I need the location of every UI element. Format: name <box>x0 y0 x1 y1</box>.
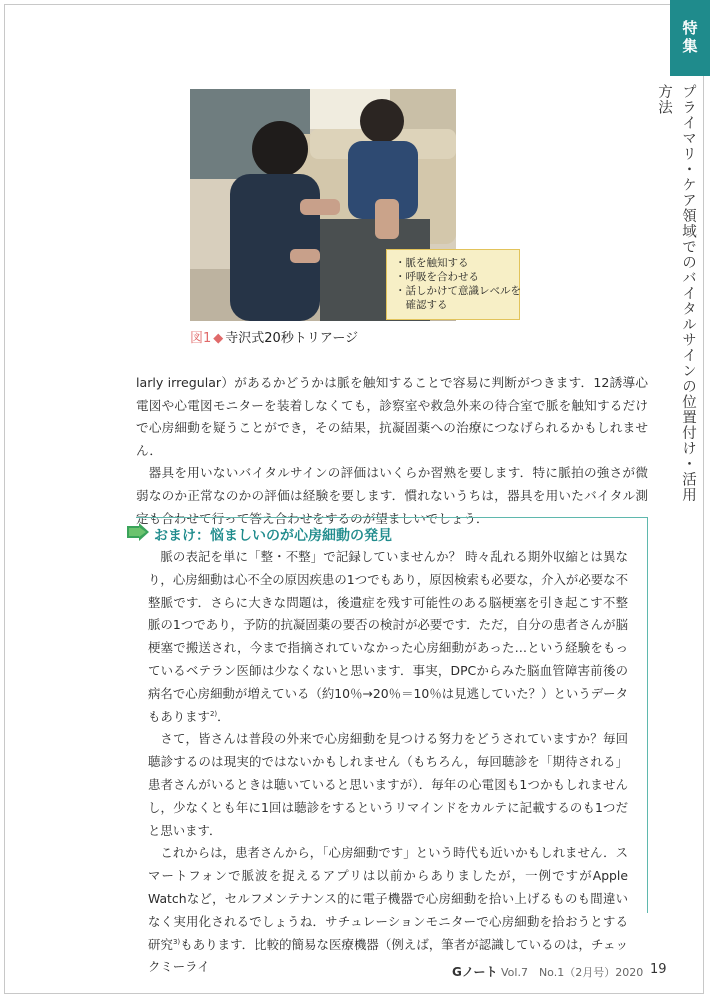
figure-caption-text: 寺沢式20秒トリアージ <box>225 331 359 346</box>
body-paragraph: larly irregular）があるかどうかは脈を触知することで容易に判断がつきます．12誘導心電図や心電図モニターを装着しなくても，診察室や救急外来の待合室で脈を触知するだけで心房細動を疑うことができ，その結果，抗凝固薬への治療につなげられるかもしれません． <box>136 375 648 458</box>
callout-line: ・呼吸を合わせる <box>395 271 479 283</box>
journal-name: Gノート <box>452 965 498 979</box>
callout-line: ・話しかけて意識レベルを <box>395 285 521 297</box>
figure-number: 図1 <box>190 331 212 346</box>
reference-marker: 3) <box>172 937 181 946</box>
figure-callout <box>386 249 520 320</box>
body-paragraph: 器具を用いないバイタルサインの評価はいくらか習熟を要します．特に脈拍の強さが微弱なのか正常なのかの評価は経験を要します．慣れないうちは，器具を用いたバイタル測定も合わせて行って答え合わせをするのが望ましいでしょう． <box>136 465 648 526</box>
callout-line: ・脈を触知する <box>395 257 469 269</box>
vertical-section-title: プライマリ・ケア領域でのバイタルサインの位置付け・活用方法 <box>656 84 696 503</box>
omake-para3-end: もあります．比較的簡易な医療機器（例えば，筆者が認識しているのは，チェックミーライ <box>148 936 629 975</box>
omake-title: おまけ：悩ましいのが心房細動の発見 <box>154 528 392 544</box>
omake-text <box>148 546 628 979</box>
page-number: 19 <box>650 962 667 977</box>
diamond-icon: ◆ <box>213 331 224 346</box>
omake-para1-text: 脈の表記を単に「整・不整」で記録していませんか？ 時々乱れる期外収縮とは異なり，心房細動は心不全の原因疾患の1つでもあり，原因検索も必要な，介入が必要な不整脈です．さらに大きな問題は，後遺症を残す可能性のある脳梗塞を引き起こす不整脈の1つであり，予防的抗凝固薬の要否の検討が必要です．ただ，自分の患者さんが脳梗塞で搬送され，今まで指摘されていなかった心房細動があった…という経験をもっているベテラン医師は少なくないと思います．事実，DPCからみた脳血管障害前後の病名で心房細動が増えている（約10％→20％＝10％は見逃していた？）というデータもあります <box>148 549 628 724</box>
section-tab <box>670 0 710 76</box>
footer-journal <box>452 963 643 980</box>
omake-paragraph: さて，皆さんは普段の外来で心房細動を見つける努力をどうされていますか？毎回聴診するのは現実的ではないかもしれません（もちろん，毎回聴診を「期待される」患者さんがいるときは聴いていると思いますが）．毎年の心電図も1つかもしれませんし，少なくとも年に1回は聴診をするというリマインドをカルテに記載するのも1つだと思います． <box>148 731 628 838</box>
omake-paragraph <box>148 546 628 728</box>
figure-caption <box>190 327 358 346</box>
body-text <box>136 372 648 530</box>
arrow-icon <box>127 523 149 541</box>
omake-paragraph <box>148 842 628 979</box>
callout-line: 確認する <box>395 299 448 311</box>
omake-para3-text: これからは，患者さんから，「心房細動です」という時代も近いかもしれません．スマートフォンで脈波を捉えるアプリは以前からありましたが，一例ですがApple Watchなど，セルフメンテナンス的に電子機器で心房細動を拾い上げるものも間違いなく実用化されるでしょうね．サチュレーションモニターで心房細動を拾おうとする研究 <box>148 845 628 952</box>
journal-issue: Vol.7 No.1（2月号）2020 <box>501 966 644 979</box>
omake-para1-end: ． <box>217 708 230 724</box>
reference-marker: 2) <box>209 709 218 718</box>
section-tab-label: 特集 <box>680 20 699 56</box>
